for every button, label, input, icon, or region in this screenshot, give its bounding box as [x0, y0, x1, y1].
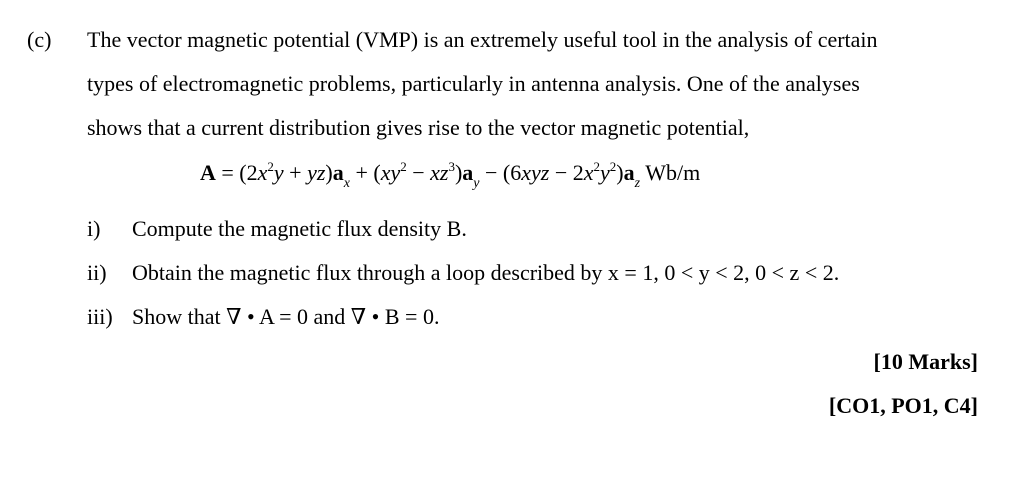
paragraph-line-1: The vector magnetic potential (VMP) is an extremely useful tool in the analysis of certain — [87, 27, 878, 52]
course-outcomes-label: [CO1, PO1, C4] — [828, 393, 978, 418]
equation-unit: Wb/m — [645, 160, 701, 185]
sub-question-3-label: iii) — [87, 304, 113, 329]
sub-question-2-text: Obtain the magnetic flux through a loop described by x = 1, 0 < y < 2, 0 < z < 2. — [132, 260, 840, 285]
vector-potential-equation: $A = (2x^2y + yz)a_x + (xy^2 - xz^3)a_y - (6xyz - 2x^2y^2)a_z$ Wb/m — [200, 159, 701, 191]
paragraph-line-3: shows that a current distribution gives rise to the vector magnetic potential, — [87, 115, 750, 140]
sub-question-2-label: ii) — [87, 260, 107, 285]
paragraph-line-2: types of electromagnetic problems, particularly in antenna analysis. One of the analyses — [87, 71, 860, 96]
question-label: (c) — [27, 27, 52, 52]
sub-question-1-label: i) — [87, 216, 101, 241]
marks-label: [10 Marks] — [873, 349, 978, 374]
sub-question-1-text: Compute the magnetic flux density B. — [132, 216, 467, 241]
sub-question-3-text: Show that ∇ • A = 0 and ∇ • B = 0. — [132, 304, 440, 329]
